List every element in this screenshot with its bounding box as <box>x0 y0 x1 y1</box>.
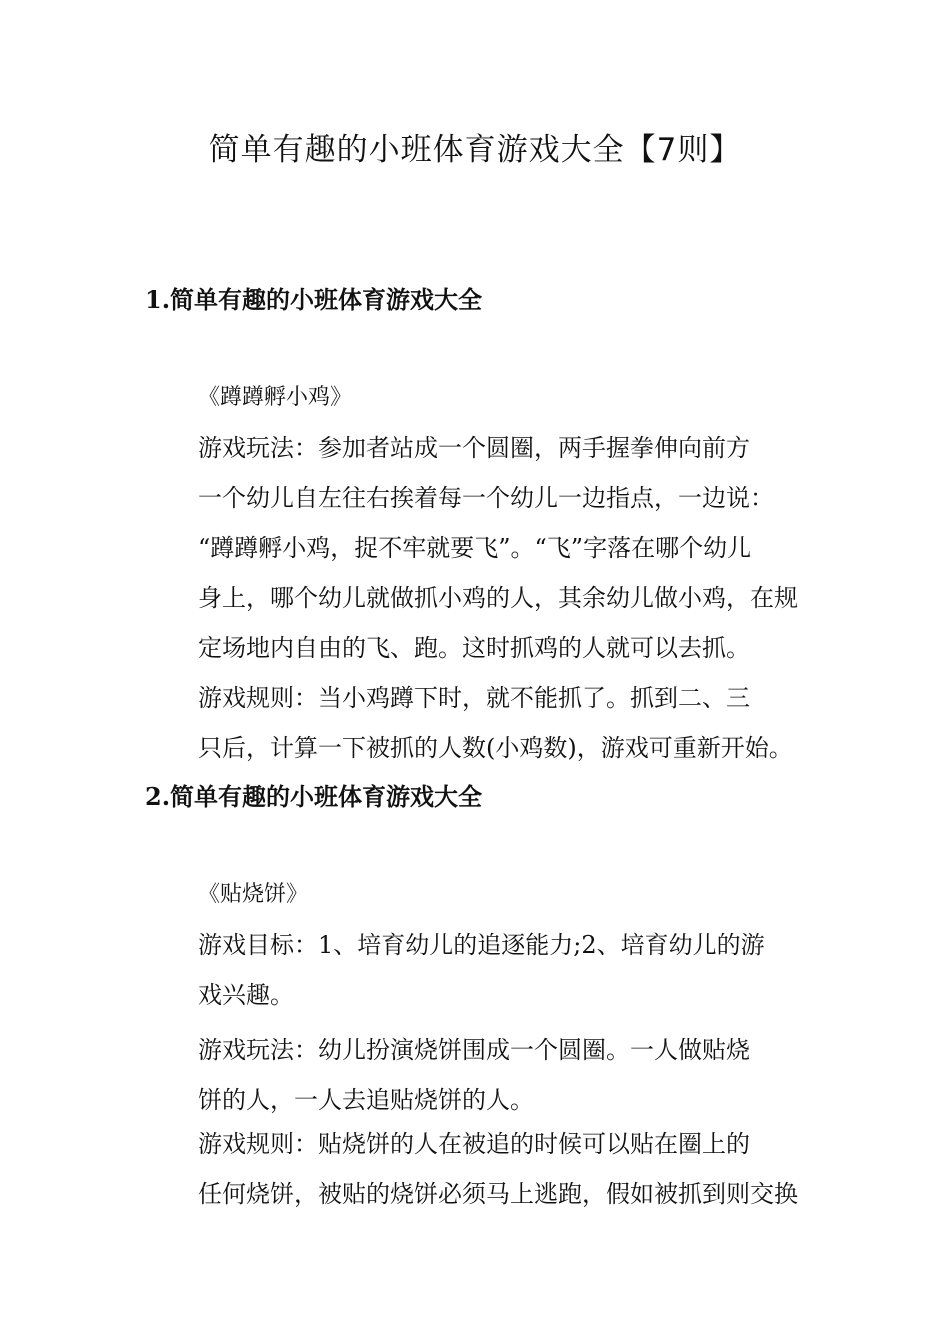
text-line: 一个幼儿自左往右挨着每一个幼儿一边指点，一边说： <box>198 484 774 512</box>
paragraph-2-2 <box>145 1025 810 1125</box>
text-line: 定场地内自由的飞、跑。这时抓鸡的人就可以去抓。 <box>198 634 750 662</box>
text-line: 身上，哪个幼儿就做抓小鸡的人，其余幼儿做小鸡，在规 <box>198 584 798 612</box>
text-line: 游戏规则：贴烧饼的人在被追的时候可以贴在圈上的 <box>198 1130 750 1158</box>
document-title: 简单有趣的小班体育游戏大全【7则】 <box>208 132 742 168</box>
text-line: 游戏规则：当小鸡蹲下时，就不能抓了。抓到二、三 <box>198 684 750 712</box>
text-line: 游戏目标：1、培育幼儿的追逐能力;2、培育幼儿的游 <box>198 931 765 959</box>
paragraph-2-1 <box>145 920 810 1020</box>
paragraph-1-1 <box>145 423 810 673</box>
text-line: 任何烧饼，被贴的烧饼必须马上逃跑，假如被抓到则交换 <box>198 1180 798 1208</box>
text-line: “蹲蹲孵小鸡，捉不牢就要飞”。“飞”字落在哪个幼儿 <box>198 534 752 562</box>
section-heading-1: 1.简单有趣的小班体育游戏大全 <box>145 285 483 314</box>
text-line: 戏兴趣。 <box>198 981 294 1009</box>
paragraph-1-2 <box>145 673 810 773</box>
paragraph-2-3 <box>145 1119 810 1219</box>
game-title-2: 《贴烧饼》 <box>198 882 309 907</box>
section-heading-2: 2.简单有趣的小班体育游戏大全 <box>145 782 483 811</box>
text-line: 游戏玩法：参加者站成一个圆圈，两手握拳伸向前方 <box>198 434 750 462</box>
text-line: 游戏玩法：幼儿扮演烧饼围成一个圆圈。一人做贴烧 <box>198 1036 750 1064</box>
game-title-1: 《蹲蹲孵小鸡》 <box>198 385 353 410</box>
text-line: 只后，计算一下被抓的人数(小鸡数)，游戏可重新开始。 <box>198 734 793 762</box>
text-line: 饼的人，一人去追贴烧饼的人。 <box>198 1086 534 1114</box>
